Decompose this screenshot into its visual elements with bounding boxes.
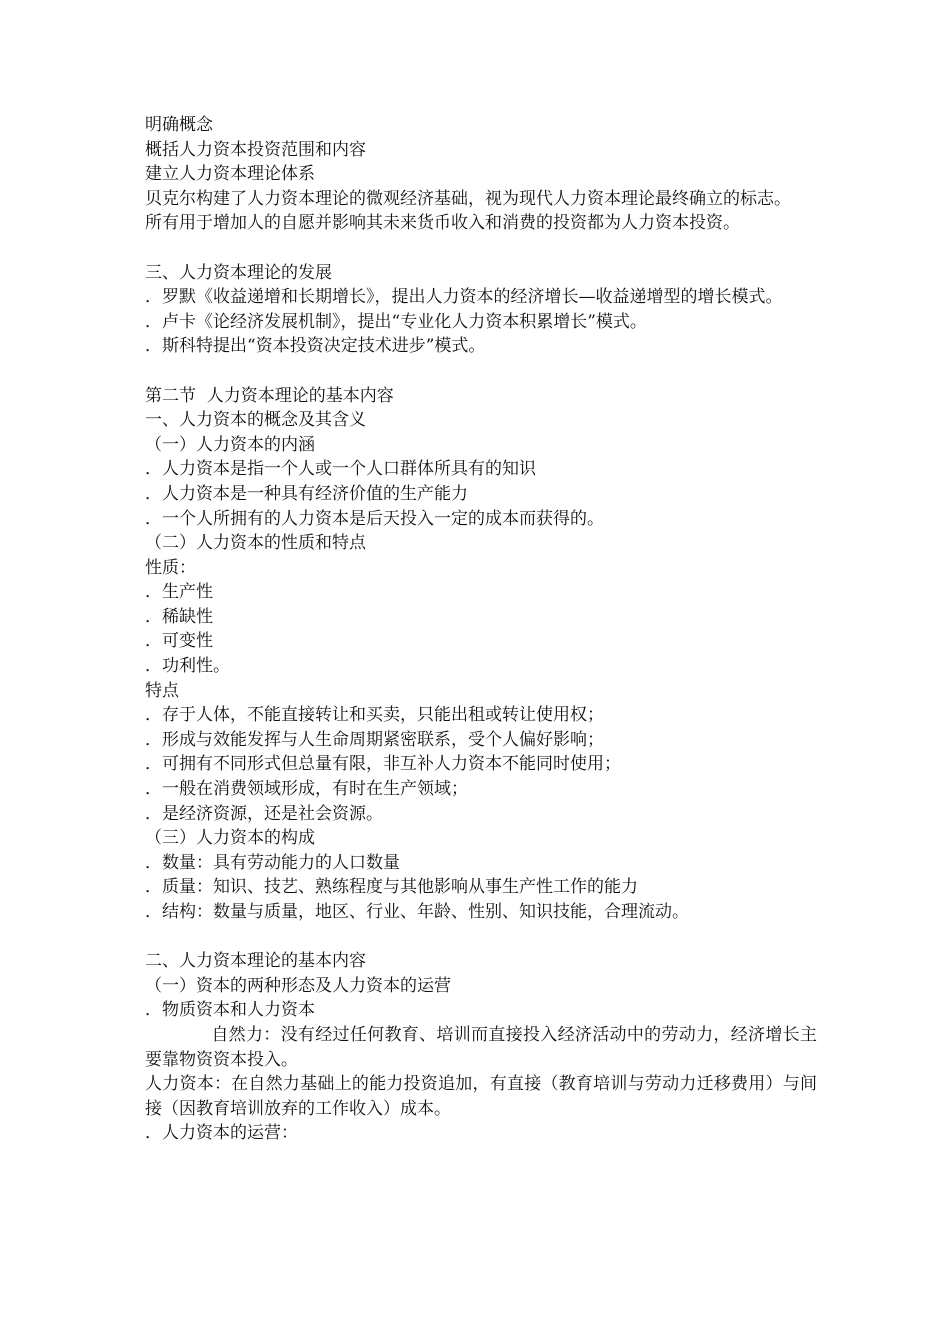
list-item: ．可变性 xyxy=(145,631,213,652)
part-2-heading: 二、人力资本理论的基本内容 xyxy=(145,951,366,972)
subsection-1-heading: （一）人力资本的内涵 xyxy=(145,434,315,455)
intro-line-1: 明确概念 xyxy=(145,115,213,135)
list-item: ．一般在消费领域形成，有时在生产领域； xyxy=(145,779,468,800)
list-item: ．质量：知识、技艺、熟练程度与其他影响从事生产性工作的能力 xyxy=(145,877,638,898)
natural-force-paragraph xyxy=(145,1023,817,1072)
list-item: ．是经济资源，还是社会资源。 xyxy=(145,803,383,824)
list-item: ．结构：数量与质量，地区、行业、年龄、性别、知识技能，合理流动。 xyxy=(145,902,689,922)
spacer xyxy=(145,236,817,261)
document-page xyxy=(145,113,817,1146)
list-item: ．稀缺性 xyxy=(145,606,213,627)
list-item: ．数量：具有劳动能力的人口数量 xyxy=(145,852,400,873)
becker-paragraph: 贝克尔构建了人力资本理论的微观经济基础，视为现代人力资本理论最终确立的标志。 xyxy=(145,188,791,209)
chapter-2-title: 第二节 人力资本理论的基本内容 xyxy=(145,385,394,406)
list-item: ．一个人所拥有的人力资本是后天投入一定的成本而获得的。 xyxy=(145,508,604,529)
list-item: ．生产性 xyxy=(145,582,213,603)
intro-line-3: 建立人力资本理论体系 xyxy=(145,164,315,185)
scott-item: ．斯科特提出“资本投资决定技术进步”模式。 xyxy=(145,336,486,357)
list-item: ．存于人体，不能直接转让和买卖，只能出租或转让使用权； xyxy=(145,705,604,726)
list-item: ．人力资本是一种具有经济价值的生产能力 xyxy=(145,483,468,504)
section-3-heading: 三、人力资本理论的发展 xyxy=(145,262,332,283)
natural-force-text: 自然力：没有经过任何教育、培训而直接投入经济活动中的劳动力，经济增长主要靠物资资本投入。 xyxy=(145,1024,817,1070)
intro-line-2: 概括人力资本投资范围和内容 xyxy=(145,139,366,160)
subsection-3-heading: （三）人力资本的构成 xyxy=(145,828,315,849)
list-item: ．人力资本是指一个人或一个人口群体所具有的知识 xyxy=(145,459,536,480)
feature-label: 特点 xyxy=(145,680,179,701)
list-item: ．物质资本和人力资本 xyxy=(145,1000,315,1021)
list-item: ．功利性。 xyxy=(145,656,230,677)
list-item: ．人力资本的运营： xyxy=(145,1123,298,1144)
human-capital-paragraph: 人力资本：在自然力基础上的能力投资追加，有直接（教育培训与劳动力迁移费用）与间接（因教育培训放弃的工作收入）成本。 xyxy=(145,1074,817,1119)
part-2-subsection-1: （一）资本的两种形态及人力资本的运营 xyxy=(145,975,451,996)
romer-item: ．罗默《收益递增和长期增长》，提出人力资本的经济增长—收益递增型的增长模式。 xyxy=(145,287,783,308)
spacer xyxy=(145,925,817,950)
subsection-2-heading: （二）人力资本的性质和特点 xyxy=(145,533,366,554)
investment-paragraph: 所有用于增加人的自愿并影响其未来货币收入和消费的投资都为人力资本投资。 xyxy=(145,213,740,234)
list-item: ．可拥有不同形式但总量有限，非互补人力资本不能同时使用； xyxy=(145,754,621,775)
part-1-heading: 一、人力资本的概念及其含义 xyxy=(145,410,366,431)
spacer xyxy=(145,359,817,384)
lucas-item: ．卢卡《论经济发展机制》，提出“专业化人力资本积累增长”模式。 xyxy=(145,311,647,332)
nature-label: 性质： xyxy=(145,557,196,578)
list-item: ．形成与效能发挥与人生命周期紧密联系，受个人偏好影响； xyxy=(145,729,604,750)
